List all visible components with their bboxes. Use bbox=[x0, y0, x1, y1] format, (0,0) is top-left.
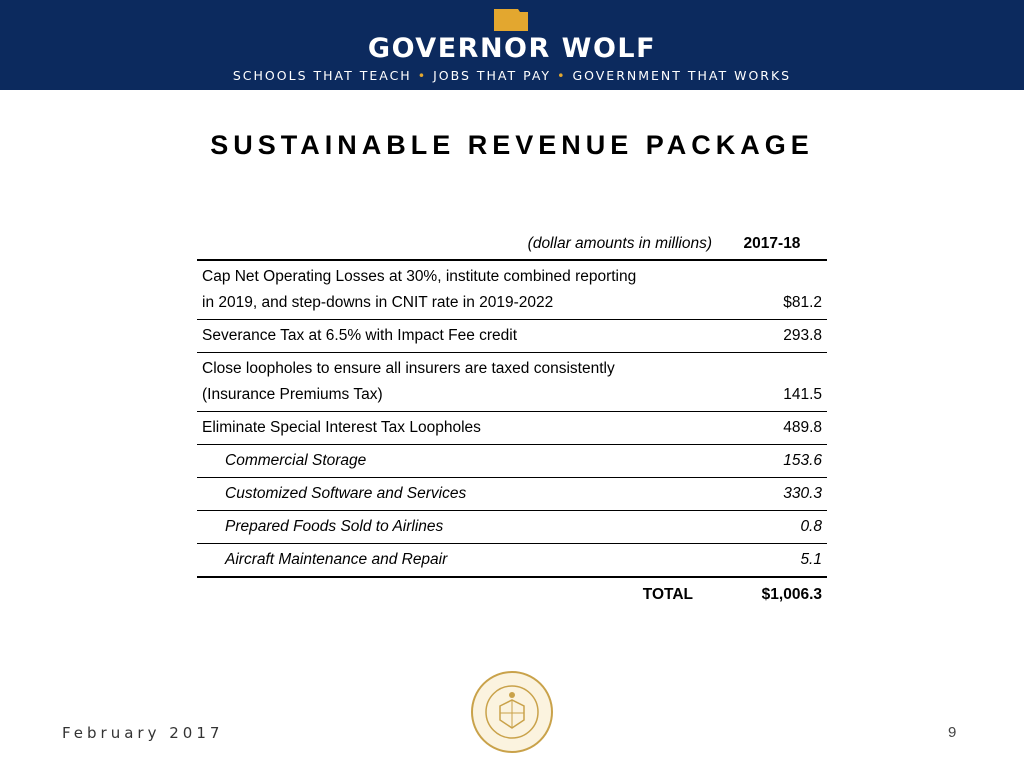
total-row bbox=[197, 577, 827, 611]
revenue-table bbox=[197, 228, 827, 611]
row-description bbox=[197, 260, 717, 320]
subrow-label: Commercial Storage bbox=[197, 445, 717, 478]
table-subrow bbox=[197, 544, 827, 578]
total-label: TOTAL bbox=[642, 586, 693, 603]
row-line: in 2019, and step-downs in CNIT rate in 2019-2022 bbox=[202, 294, 554, 311]
table-header-row bbox=[197, 228, 827, 260]
slide-title: SUSTAINABLE REVENUE PACKAGE bbox=[210, 130, 814, 160]
row-line: Close loopholes to ensure all insurers are taxed consistently bbox=[202, 360, 615, 377]
table-subrow bbox=[197, 445, 827, 478]
tagline-separator: • bbox=[557, 68, 567, 83]
table-row bbox=[197, 353, 827, 412]
table-row bbox=[197, 320, 827, 353]
row-line: (Insurance Premiums Tax) bbox=[202, 386, 383, 403]
tagline-part: GOVERNMENT THAT WORKS bbox=[572, 68, 792, 83]
tagline-part: JOBS THAT PAY bbox=[433, 68, 552, 83]
page-number: 9 bbox=[948, 724, 957, 741]
subrow-label: Aircraft Maintenance and Repair bbox=[197, 544, 717, 578]
row-description bbox=[197, 353, 717, 412]
row-description: Severance Tax at 6.5% with Impact Fee credit bbox=[197, 320, 717, 353]
row-amount: 293.8 bbox=[717, 320, 827, 353]
units-label: (dollar amounts in millions) bbox=[197, 228, 717, 260]
row-amount: $81.2 bbox=[717, 260, 827, 320]
row-description: Eliminate Special Interest Tax Loopholes bbox=[197, 412, 717, 445]
total-amount: $1,006.3 bbox=[761, 586, 822, 603]
tagline-part: SCHOOLS THAT TEACH bbox=[232, 68, 412, 83]
subrow-amount: 153.6 bbox=[717, 445, 827, 478]
subrow-amount: 0.8 bbox=[717, 511, 827, 544]
keystone-logo-icon bbox=[492, 7, 532, 33]
governor-seal-icon bbox=[470, 670, 554, 754]
row-amount: 141.5 bbox=[717, 353, 827, 412]
table-subrow bbox=[197, 511, 827, 544]
row-line: Cap Net Operating Losses at 30%, institute combined reporting bbox=[202, 268, 637, 285]
tagline-separator: • bbox=[417, 68, 428, 83]
subrow-amount: 330.3 bbox=[717, 478, 827, 511]
banner-title: GOVERNOR WOLF bbox=[367, 33, 657, 64]
footer-date: February 2017 bbox=[62, 724, 224, 742]
table-row bbox=[197, 260, 827, 320]
row-amount: 489.8 bbox=[717, 412, 827, 445]
subrow-label: Prepared Foods Sold to Airlines bbox=[197, 511, 717, 544]
subrow-amount: 5.1 bbox=[717, 544, 827, 578]
subrow-label: Customized Software and Services bbox=[197, 478, 717, 511]
table-subrow bbox=[197, 478, 827, 511]
header-banner bbox=[0, 0, 1024, 90]
banner-tagline bbox=[0, 68, 1024, 83]
table-row bbox=[197, 412, 827, 445]
year-header: 2017-18 bbox=[717, 228, 827, 260]
